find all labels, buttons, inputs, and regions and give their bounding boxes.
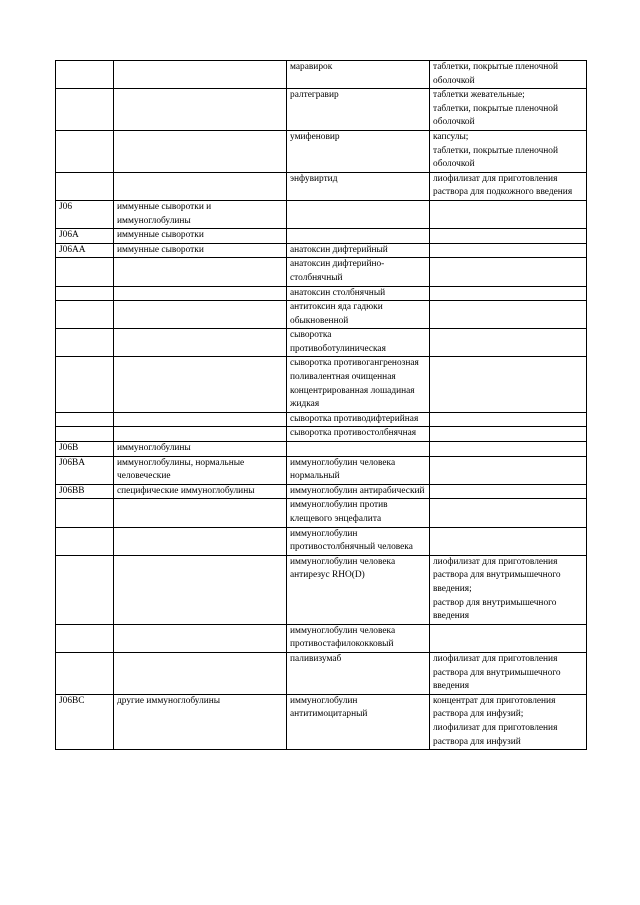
group-name-cell bbox=[114, 329, 287, 357]
table-row bbox=[56, 89, 587, 131]
table-row bbox=[56, 357, 587, 412]
drug-name-cell: иммуноглобулин антирабический bbox=[287, 484, 430, 499]
dosage-form-cell bbox=[430, 484, 587, 499]
dosage-form-cell: лиофилизат для приготовления раствора для подкожного введения bbox=[430, 172, 587, 200]
group-name-cell: иммуноглобулины bbox=[114, 442, 287, 457]
table-row bbox=[56, 427, 587, 442]
dosage-form-cell bbox=[430, 527, 587, 555]
atc-code-cell bbox=[56, 499, 114, 527]
dosage-form-cell bbox=[430, 229, 587, 244]
drug-name-cell: сыворотка противогангренозная поливалентная очищенная концентрированная лошадиная жидкая bbox=[287, 357, 430, 412]
group-name-cell bbox=[114, 130, 287, 172]
atc-code-cell bbox=[56, 329, 114, 357]
drug-name-cell bbox=[287, 442, 430, 457]
atc-code-cell bbox=[56, 301, 114, 329]
group-name-cell: иммунные сыворотки и иммуноглобулины bbox=[114, 200, 287, 228]
atc-code-cell bbox=[56, 130, 114, 172]
dosage-form-cell bbox=[430, 357, 587, 412]
atc-code-cell: J06B bbox=[56, 442, 114, 457]
atc-code-cell: J06 bbox=[56, 200, 114, 228]
drug-name-cell: иммуноглобулин человека противостафилококковый bbox=[287, 624, 430, 652]
group-name-cell bbox=[114, 301, 287, 329]
dosage-form-cell bbox=[430, 499, 587, 527]
atc-code-cell bbox=[56, 555, 114, 624]
drug-name-cell: иммуноглобулин противостолбнячный человека bbox=[287, 527, 430, 555]
dosage-form-cell bbox=[430, 412, 587, 427]
group-name-cell: иммунные сыворотки bbox=[114, 243, 287, 258]
table-row bbox=[56, 61, 587, 89]
drug-name-cell: иммуноглобулин человека нормальный bbox=[287, 456, 430, 484]
dosage-form-cell bbox=[430, 286, 587, 301]
table-row bbox=[56, 624, 587, 652]
drug-name-cell: умифеновир bbox=[287, 130, 430, 172]
drug-name-cell: сыворотка противодифтерийная bbox=[287, 412, 430, 427]
atc-code-cell bbox=[56, 172, 114, 200]
drug-name-cell: ралтегравир bbox=[287, 89, 430, 131]
group-name-cell bbox=[114, 499, 287, 527]
table-row bbox=[56, 412, 587, 427]
group-name-cell: иммунные сыворотки bbox=[114, 229, 287, 244]
table-row bbox=[56, 301, 587, 329]
group-name-cell bbox=[114, 357, 287, 412]
drug-name-cell: энфувиртид bbox=[287, 172, 430, 200]
table-row bbox=[56, 243, 587, 258]
group-name-cell bbox=[114, 427, 287, 442]
drug-name-cell: анатоксин столбнячный bbox=[287, 286, 430, 301]
dosage-form-cell: таблетки жевательные; таблетки, покрытые пленочной оболочкой bbox=[430, 89, 587, 131]
drug-name-cell: иммуноглобулин антитимоцитарный bbox=[287, 694, 430, 749]
drug-name-cell bbox=[287, 229, 430, 244]
atc-code-cell bbox=[56, 412, 114, 427]
dosage-form-cell bbox=[430, 456, 587, 484]
group-name-cell bbox=[114, 286, 287, 301]
table-row bbox=[56, 258, 587, 286]
dosage-form-cell bbox=[430, 200, 587, 228]
atc-code-cell bbox=[56, 652, 114, 694]
group-name-cell bbox=[114, 172, 287, 200]
atc-code-cell: J06BC bbox=[56, 694, 114, 749]
atc-code-cell: J06AA bbox=[56, 243, 114, 258]
table-row bbox=[56, 555, 587, 624]
dosage-form-cell: лиофилизат для приготовления раствора для внутримышечного введения bbox=[430, 652, 587, 694]
atc-code-cell: J06A bbox=[56, 229, 114, 244]
dosage-form-cell: лиофилизат для приготовления раствора для внутримышечного введения; раствор для внутримышечного введения bbox=[430, 555, 587, 624]
drug-name-cell bbox=[287, 200, 430, 228]
atc-code-cell: J06BB bbox=[56, 484, 114, 499]
document-page bbox=[55, 60, 586, 750]
drug-list-table bbox=[55, 60, 587, 750]
table-row bbox=[56, 527, 587, 555]
dosage-form-cell bbox=[430, 301, 587, 329]
dosage-form-cell: капсулы; таблетки, покрытые пленочной оболочкой bbox=[430, 130, 587, 172]
drug-name-cell: сыворотка противостолбнячная bbox=[287, 427, 430, 442]
drug-name-cell: анатоксин дифтерийный bbox=[287, 243, 430, 258]
group-name-cell bbox=[114, 89, 287, 131]
dosage-form-cell: концентрат для приготовления раствора для инфузий; лиофилизат для приготовления раствора для инфузий bbox=[430, 694, 587, 749]
table-row bbox=[56, 442, 587, 457]
dosage-form-cell bbox=[430, 624, 587, 652]
group-name-cell bbox=[114, 412, 287, 427]
table-row bbox=[56, 286, 587, 301]
drug-name-cell: антитоксин яда гадюки обыкновенной bbox=[287, 301, 430, 329]
group-name-cell bbox=[114, 652, 287, 694]
atc-code-cell bbox=[56, 89, 114, 131]
drug-name-cell: анатоксин дифтерийно-столбнячный bbox=[287, 258, 430, 286]
dosage-form-cell bbox=[430, 329, 587, 357]
table-row bbox=[56, 329, 587, 357]
group-name-cell: другие иммуноглобулины bbox=[114, 694, 287, 749]
drug-name-cell: маравирок bbox=[287, 61, 430, 89]
dosage-form-cell bbox=[430, 243, 587, 258]
atc-code-cell bbox=[56, 357, 114, 412]
atc-code-cell bbox=[56, 61, 114, 89]
group-name-cell bbox=[114, 624, 287, 652]
table-row bbox=[56, 200, 587, 228]
table-row bbox=[56, 172, 587, 200]
table-row bbox=[56, 499, 587, 527]
table-row bbox=[56, 652, 587, 694]
drug-name-cell: паливизумаб bbox=[287, 652, 430, 694]
atc-code-cell bbox=[56, 624, 114, 652]
atc-code-cell: J06BA bbox=[56, 456, 114, 484]
dosage-form-cell bbox=[430, 427, 587, 442]
group-name-cell bbox=[114, 258, 287, 286]
atc-code-cell bbox=[56, 286, 114, 301]
group-name-cell: специфические иммуноглобулины bbox=[114, 484, 287, 499]
table-row bbox=[56, 694, 587, 749]
drug-name-cell: сыворотка противоботулиническая bbox=[287, 329, 430, 357]
dosage-form-cell: таблетки, покрытые пленочной оболочкой bbox=[430, 61, 587, 89]
table-row bbox=[56, 130, 587, 172]
group-name-cell bbox=[114, 527, 287, 555]
dosage-form-cell bbox=[430, 442, 587, 457]
table-row bbox=[56, 456, 587, 484]
atc-code-cell bbox=[56, 527, 114, 555]
group-name-cell bbox=[114, 61, 287, 89]
group-name-cell: иммуноглобулины, нормальные человеческие bbox=[114, 456, 287, 484]
group-name-cell bbox=[114, 555, 287, 624]
table-row bbox=[56, 484, 587, 499]
atc-code-cell bbox=[56, 427, 114, 442]
drug-name-cell: иммуноглобулин человека антирезус RHO(D) bbox=[287, 555, 430, 624]
drug-name-cell: иммуноглобулин против клещевого энцефалита bbox=[287, 499, 430, 527]
atc-code-cell bbox=[56, 258, 114, 286]
dosage-form-cell bbox=[430, 258, 587, 286]
table-row bbox=[56, 229, 587, 244]
